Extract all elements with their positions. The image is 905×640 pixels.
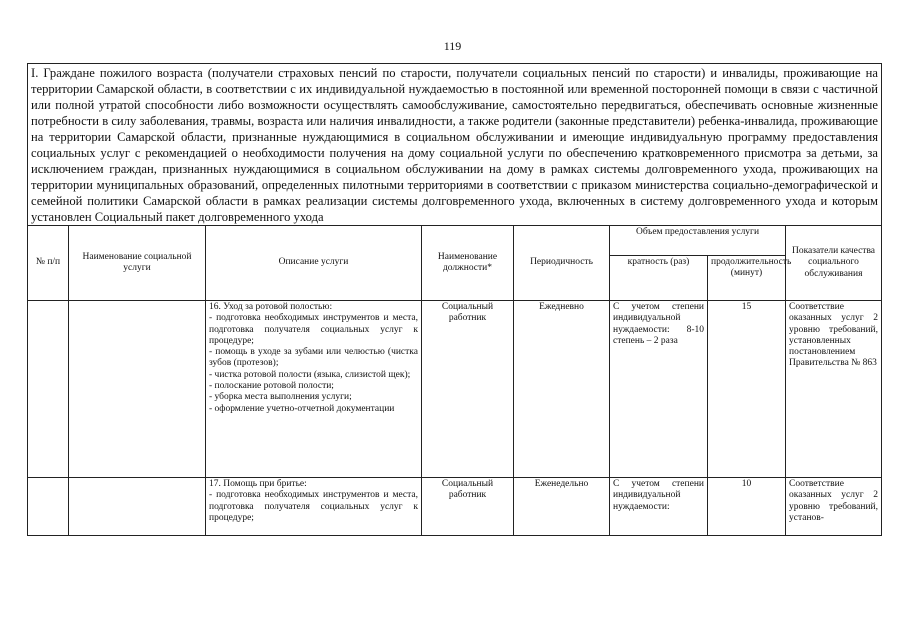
page-number: 119	[443, 39, 462, 53]
row-description	[206, 301, 422, 478]
header-row	[28, 226, 882, 256]
description-line: - полоскание ротовой полости;	[209, 381, 334, 392]
section-heading: I. Граждане пожилого возраста (получатели страховых пенсий по старости, получатели социальных пенсий по старости) и инвалиды, проживающие на территории Самарской области, в соответствии с их индивидуальной нуждаемостью в постоянной или временной посторонней помощи в связи с частичной или полной утратой способности либо возможности осуществлять самообслуживание, самостоятельно передвигаться, обеспечивать основные жизненные потребности в силу заболевания, травмы, возраста или наличия инвалидности, а также родители (законные представители) ребенка-инвалида, проживающие на территории Самарской области, признанные нуждающимися в социальном обслуживании и имеющие индивидуальную программу предоставления социальных услуг с рекомендацией о необходимости получения на дому социальной услуги по обеспечению кратковременного присмотра за детьми, за исключением граждан, признанных нуждающимися в социальном обслуживании на дому в рамках системы долговременного ухода, проживающих на территории муниципальных образований, определенных пилотными территориями в соответствии с приказом министерства социально-демографической и семейной политики Самарской области в рамках реализации системы долговременного ухода, включенных в систему долговременного ухода и которым установлен Социальный пакет долговременного ухода	[28, 64, 882, 226]
row-quality: Соответствие оказанных услуг 2 уровню требований, установ-	[786, 478, 882, 536]
row-duration: 15	[708, 301, 786, 478]
description-line: - подготовка необходимых инструментов и места, подготовка получателя социальных услуг к процедуре;	[209, 490, 418, 523]
description-line: - уборка места выполнения услуги;	[209, 392, 352, 403]
header-frequency: кратность (раз)	[610, 256, 708, 301]
row-frequency: С учетом степени индивидуальной нуждаемости:	[610, 478, 708, 536]
row-num	[28, 478, 69, 536]
row-duration: 10	[708, 478, 786, 536]
row-position: Социальный работник	[422, 301, 514, 478]
description-line: - помощь в уходе за зубами или челюстью (чистка зубов (протезов);	[209, 347, 418, 369]
header-duration: продолжительность (минут)	[708, 256, 786, 301]
header-num: № п/п	[28, 226, 69, 301]
description-line: 17. Помощь при бритье:	[209, 479, 307, 489]
row-periodicity: Ежедневно	[514, 301, 610, 478]
table-row	[28, 301, 882, 478]
row-service-name	[69, 478, 206, 536]
description-line: 16. Уход за ротовой полостью:	[209, 302, 333, 312]
services-table	[27, 63, 882, 536]
row-quality: Соответствие оказанных услуг 2 уровню требований, установленных постановлением Правительства № 863	[786, 301, 882, 478]
header-quality: Показатели качества социального обслуживания	[786, 226, 882, 301]
row-service-name	[69, 301, 206, 478]
header-periodicity: Периодичность	[514, 226, 610, 301]
description-line: - чистка ротовой полости (языка, слизистой щек);	[209, 369, 411, 380]
table-row	[28, 478, 882, 536]
header-position: Наименование должности*	[422, 226, 514, 301]
header-description: Описание услуги	[206, 226, 422, 301]
header-volume: Объем предоставления услуги	[610, 226, 786, 256]
row-position: Социальный работник	[422, 478, 514, 536]
section-heading-row	[28, 64, 882, 226]
row-description	[206, 478, 422, 536]
row-frequency: С учетом степени индивидуальной нуждаемости: 8-10 степень – 2 раза	[610, 301, 708, 478]
description-line: - подготовка необходимых инструментов и места, подготовка получателя социальных услуг к процедуре;	[209, 313, 418, 346]
row-num	[28, 301, 69, 478]
header-service-name: Наименование социальной услуги	[69, 226, 206, 301]
row-periodicity: Еженедельно	[514, 478, 610, 536]
description-line: - оформление учетно-отчетной документации	[209, 403, 395, 414]
